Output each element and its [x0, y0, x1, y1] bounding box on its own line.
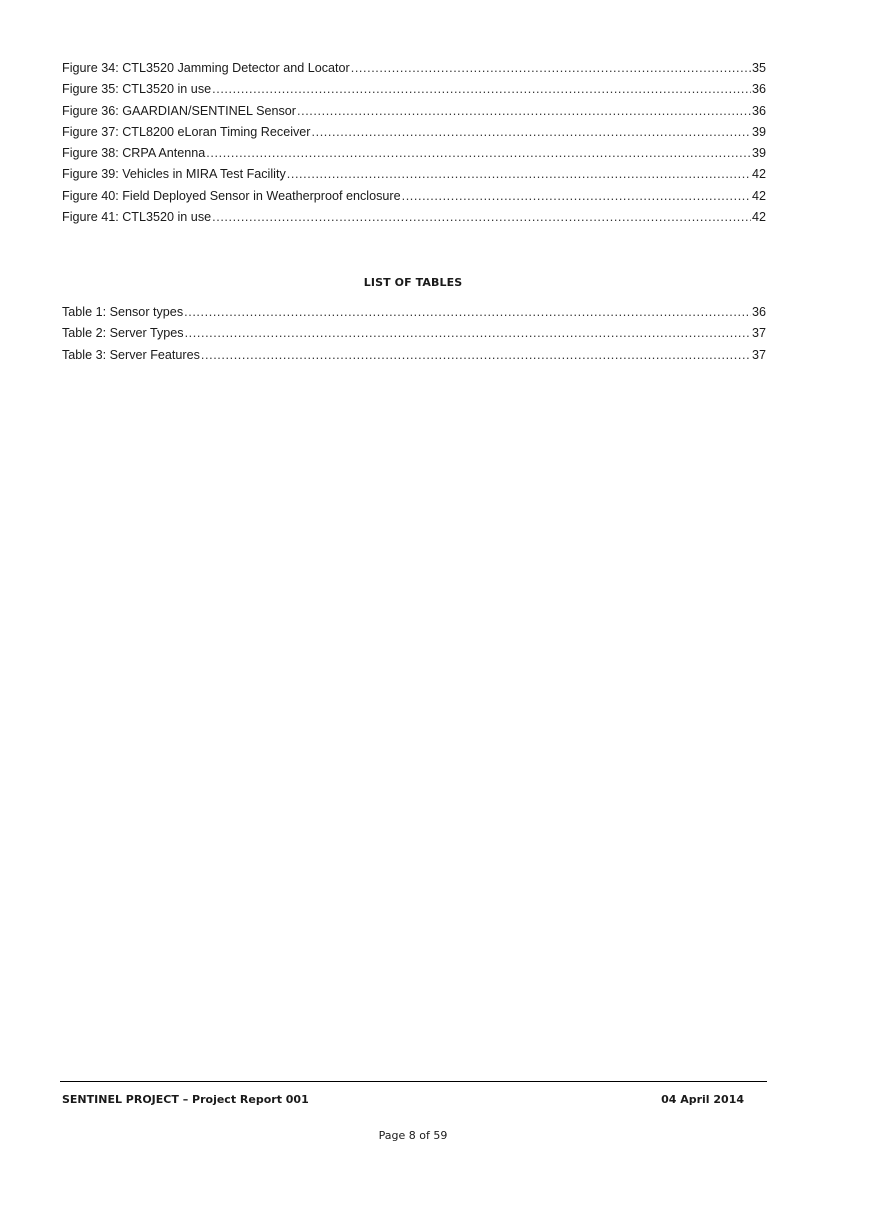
toc-entry-page: 39 — [751, 124, 766, 139]
dot-leader — [185, 326, 751, 340]
toc-entry-label: Figure 41: CTL3520 in use — [62, 210, 212, 225]
dot-leader — [351, 61, 751, 75]
toc-entry-label: Figure 39: Vehicles in MIRA Test Facility — [62, 167, 286, 182]
toc-entry[interactable] — [62, 305, 766, 326]
dot-leader — [297, 104, 751, 118]
toc-entry-label: Figure 38: CRPA Antenna — [62, 146, 206, 161]
page-number: Page 8 of 59 — [378, 1129, 448, 1142]
toc-entry[interactable] — [62, 348, 766, 369]
toc-entry-label: Figure 37: CTL8200 eLoran Timing Receiver — [62, 124, 311, 139]
toc-entry-label: Table 1: Sensor types — [62, 305, 184, 319]
toc-entry[interactable] — [62, 146, 766, 167]
toc-entry[interactable] — [62, 82, 766, 103]
toc-entry[interactable] — [62, 125, 766, 146]
toc-entry-page: 36 — [751, 305, 766, 319]
toc-entry-page: 37 — [751, 347, 766, 362]
toc-entry[interactable] — [62, 189, 766, 210]
toc-entry[interactable] — [62, 326, 766, 347]
dot-leader — [212, 82, 751, 96]
list-of-tables-heading: LIST OF TABLES — [363, 276, 463, 289]
toc-entry-label: Figure 35: CTL3520 in use — [62, 82, 212, 97]
toc-entry-page: 35 — [751, 61, 766, 75]
dot-leader — [312, 125, 751, 139]
toc-entry-label: Figure 34: CTL3520 Jamming Detector and Locator — [62, 61, 350, 75]
toc-entry-page: 42 — [751, 188, 766, 203]
toc-entry-page: 42 — [751, 210, 766, 225]
toc-entry-label: Table 2: Server Types — [62, 326, 184, 341]
footer-divider — [60, 1081, 767, 1082]
dot-leader — [206, 146, 751, 160]
toc-entry[interactable] — [62, 104, 766, 125]
toc-entry-label: Figure 36: GAARDIAN/SENTINEL Sensor — [62, 103, 296, 118]
toc-entry-page: 36 — [751, 103, 766, 118]
toc-entry-label: Table 3: Server Features — [62, 347, 200, 362]
toc-entry[interactable] — [62, 210, 766, 231]
list-of-figures — [62, 61, 766, 231]
toc-entry-page: 39 — [751, 146, 766, 161]
toc-entry-page: 42 — [751, 167, 766, 182]
dot-leader — [184, 305, 751, 319]
toc-entry[interactable] — [62, 61, 766, 82]
toc-entry-page: 36 — [751, 82, 766, 97]
toc-entry[interactable] — [62, 167, 766, 188]
footer-project-title: SENTINEL PROJECT – Project Report 001 — [62, 1093, 309, 1106]
dot-leader — [287, 167, 751, 181]
footer-date: 04 April 2014 — [661, 1093, 744, 1106]
list-of-tables — [62, 305, 766, 369]
dot-leader — [201, 348, 751, 362]
dot-leader — [402, 189, 751, 203]
dot-leader — [212, 210, 751, 224]
toc-entry-label: Figure 40: Field Deployed Sensor in Weatherproof enclosure — [62, 188, 401, 203]
toc-entry-page: 37 — [751, 326, 766, 341]
